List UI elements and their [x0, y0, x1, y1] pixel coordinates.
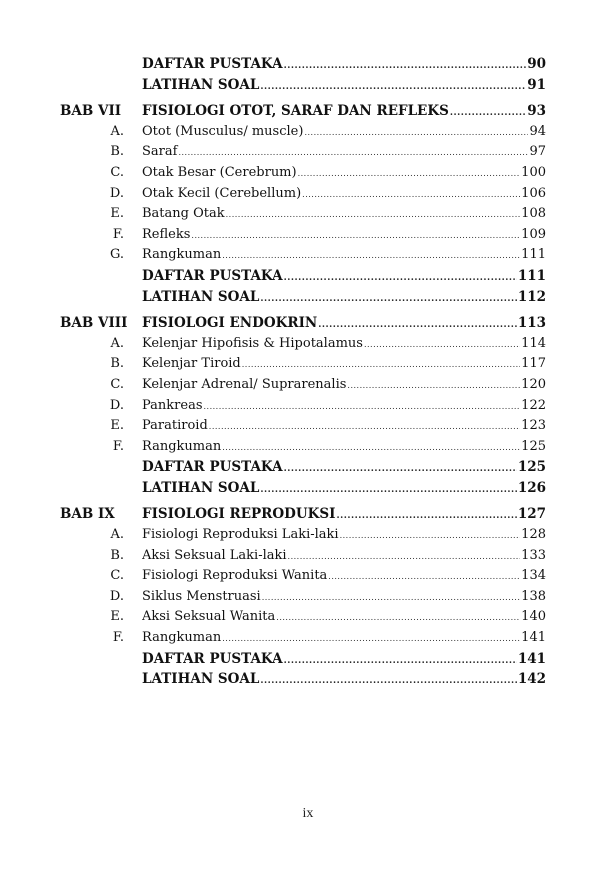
toc-entry	[142, 628, 546, 650]
entry-page-number: 141	[517, 650, 546, 667]
entry-page-number: 125	[517, 459, 546, 476]
dot-leader	[226, 205, 521, 226]
entry-page-number: 127	[517, 506, 546, 523]
toc-section-row[interactable]	[0, 184, 616, 205]
section-letter: B.	[110, 356, 124, 372]
dot-leader	[260, 671, 516, 692]
entry-page-number: 134	[521, 568, 546, 584]
entry-page-number: 114	[521, 335, 546, 351]
entry-title: Refleks	[142, 226, 191, 242]
entry-title: Kelenjar Adrenal/ Suprarenalis	[142, 376, 347, 392]
entry-page-number: 133	[521, 547, 546, 563]
table-of-contents	[0, 54, 616, 690]
toc-entry	[142, 334, 546, 356]
toc-entry	[142, 546, 546, 568]
toc-entry	[142, 396, 546, 418]
toc-entry	[142, 184, 546, 206]
entry-page-number: 111	[521, 247, 546, 263]
toc-section-row[interactable]	[0, 142, 616, 163]
section-letter: E.	[110, 609, 124, 625]
dot-leader	[276, 608, 520, 629]
entry-title: DAFTAR PUSTAKA	[142, 56, 283, 72]
entry-page-number: 112	[517, 288, 546, 305]
toc-heading-row[interactable]	[0, 75, 616, 96]
toc-section-row[interactable]	[0, 396, 616, 417]
section-letter: D.	[109, 185, 124, 201]
toc-entry	[142, 504, 546, 527]
entry-title: LATIHAN SOAL	[142, 76, 260, 93]
toc-entry	[142, 457, 546, 480]
entry-page-number: 100	[521, 164, 546, 180]
dot-leader	[260, 77, 526, 98]
section-letter: E.	[110, 418, 124, 434]
toc-section-row[interactable]	[0, 225, 616, 246]
toc-entry	[142, 245, 546, 267]
dot-leader	[191, 226, 520, 247]
entry-title: Otot (Musculus/ muscle)	[142, 123, 304, 139]
entry-page-number: 142	[517, 671, 546, 688]
entry-page-number: 120	[521, 376, 546, 392]
entry-title: LATIHAN SOAL	[142, 671, 260, 688]
entry-page-number: 123	[521, 418, 546, 434]
dot-leader	[242, 355, 520, 376]
dot-leader	[328, 567, 520, 588]
toc-entry	[142, 478, 546, 501]
entry-page-number: 141	[521, 630, 546, 646]
entry-page-number: 126	[517, 479, 546, 496]
dot-leader	[304, 123, 528, 144]
toc-entry	[142, 142, 546, 164]
toc-entry	[142, 375, 546, 397]
toc-section-row[interactable]	[0, 437, 616, 458]
chapter-label: BAB VIII	[60, 315, 128, 332]
dot-leader	[178, 143, 528, 164]
entry-page-number: 91	[527, 76, 546, 93]
toc-entry	[142, 163, 546, 185]
toc-heading-row[interactable]	[0, 266, 616, 287]
entry-title: Rangkuman	[142, 630, 222, 646]
toc-entry	[142, 669, 546, 692]
entry-page-number: 140	[521, 609, 546, 625]
toc-section-row[interactable]	[0, 546, 616, 567]
dot-leader	[347, 376, 520, 397]
section-letter: E.	[110, 206, 124, 222]
toc-section-row[interactable]	[0, 163, 616, 184]
entry-page-number: 108	[521, 206, 546, 222]
entry-title: Saraf	[142, 144, 178, 160]
dot-leader	[222, 629, 520, 650]
toc-section-row[interactable]	[0, 354, 616, 375]
toc-heading-row[interactable]	[0, 54, 616, 75]
dot-leader	[284, 56, 527, 77]
section-letter: A.	[110, 123, 124, 139]
entry-page-number: 128	[521, 527, 546, 543]
toc-entry	[142, 607, 546, 629]
entry-title: Aksi Seksual Laki-laki	[142, 547, 287, 563]
entry-page-number: 113	[517, 315, 546, 332]
toc-entry	[142, 204, 546, 226]
toc-chapter-row[interactable]	[0, 313, 616, 334]
toc-entry	[142, 566, 546, 588]
entry-title: LATIHAN SOAL	[142, 479, 260, 496]
section-letter: A.	[110, 527, 124, 543]
entry-title: Rangkuman	[142, 247, 222, 263]
dot-leader	[336, 506, 516, 527]
toc-section-row[interactable]	[0, 416, 616, 437]
entry-title: Pankreas	[142, 397, 203, 413]
entry-page-number: 90	[527, 56, 546, 72]
dot-leader	[209, 417, 520, 438]
section-letter: C.	[110, 164, 124, 180]
entry-title: Fisiologi Reproduksi Laki-laki	[142, 527, 339, 543]
entry-page-number: 109	[521, 226, 546, 242]
section-letter: D.	[109, 397, 124, 413]
entry-title: Paratiroid	[142, 418, 208, 434]
toc-heading-row[interactable]	[0, 649, 616, 670]
toc-entry	[142, 225, 546, 247]
toc-chapter-row[interactable]	[0, 101, 616, 122]
dot-leader	[364, 335, 520, 356]
dot-leader	[222, 438, 520, 459]
toc-section-row[interactable]	[0, 122, 616, 143]
dot-leader	[260, 480, 516, 501]
dot-leader	[284, 651, 517, 672]
entry-title: Kelenjar Tiroid	[142, 356, 241, 372]
entry-title: FISIOLOGI ENDOKRIN	[142, 315, 318, 332]
chapter-label: BAB VII	[60, 103, 122, 120]
section-letter: F.	[112, 438, 124, 454]
page-number: ix	[302, 806, 314, 821]
toc-section-row[interactable]	[0, 607, 616, 628]
section-letter: C.	[110, 568, 124, 584]
dot-leader	[284, 268, 517, 289]
section-letter: B.	[110, 144, 124, 160]
toc-heading-row[interactable]	[0, 669, 616, 690]
entry-title: Batang Otak	[142, 206, 225, 222]
toc-entry	[142, 649, 546, 672]
section-letter: F.	[112, 226, 124, 242]
section-letter: D.	[109, 588, 124, 604]
dot-leader	[222, 246, 520, 267]
dot-leader	[204, 397, 521, 418]
toc-entry	[142, 587, 546, 609]
toc-section-row[interactable]	[0, 245, 616, 266]
entry-title: DAFTAR PUSTAKA	[142, 459, 283, 476]
section-letter: C.	[110, 376, 124, 392]
entry-title: DAFTAR PUSTAKA	[142, 650, 283, 667]
toc-entry	[142, 525, 546, 547]
toc-section-row[interactable]	[0, 204, 616, 225]
section-letter: B.	[110, 547, 124, 563]
dot-leader	[340, 526, 521, 547]
toc-section-row[interactable]	[0, 525, 616, 546]
entry-page-number: 125	[521, 438, 546, 454]
dot-leader	[302, 185, 520, 206]
toc-entry	[142, 354, 546, 376]
entry-title: Otak Besar (Cerebrum)	[142, 164, 297, 180]
dot-leader	[284, 459, 517, 480]
entry-title: LATIHAN SOAL	[142, 288, 260, 305]
toc-heading-row[interactable]	[0, 457, 616, 478]
entry-title: Fisiologi Reproduksi Wanita	[142, 568, 328, 584]
entry-page-number: 93	[527, 103, 546, 120]
toc-section-row[interactable]	[0, 334, 616, 355]
toc-section-row[interactable]	[0, 566, 616, 587]
section-letter: F.	[112, 630, 124, 646]
toc-heading-row[interactable]	[0, 287, 616, 308]
toc-entry	[142, 122, 546, 144]
toc-entry	[142, 287, 546, 310]
toc-entry	[142, 101, 546, 124]
section-letter: A.	[110, 335, 124, 351]
toc-section-row[interactable]	[0, 375, 616, 396]
toc-entry	[142, 437, 546, 459]
entry-title: Siklus Menstruasi	[142, 588, 261, 604]
toc-heading-row[interactable]	[0, 478, 616, 499]
toc-entry	[142, 75, 546, 98]
toc-entry	[142, 416, 546, 438]
dot-leader	[262, 588, 520, 609]
toc-entry	[142, 266, 546, 289]
toc-section-row[interactable]	[0, 628, 616, 649]
entry-page-number: 97	[529, 144, 546, 160]
toc-entry	[142, 313, 546, 336]
chapter-label: BAB IX	[60, 506, 115, 523]
entry-page-number: 111	[517, 267, 546, 284]
entry-title: FISIOLOGI OTOT, SARAF DAN REFLEKS	[142, 103, 449, 120]
entry-title: Kelenjar Hipofisis & Hipotalamus	[142, 335, 363, 351]
dot-leader	[260, 289, 516, 310]
toc-section-row[interactable]	[0, 587, 616, 608]
section-letter: G.	[109, 247, 124, 263]
toc-chapter-row[interactable]	[0, 504, 616, 525]
dot-leader	[288, 547, 521, 568]
toc-entry	[142, 54, 546, 77]
entry-title: Aksi Seksual Wanita	[142, 609, 276, 625]
dot-leader	[450, 103, 526, 124]
entry-title: Rangkuman	[142, 438, 222, 454]
entry-page-number: 94	[529, 123, 546, 139]
dot-leader	[298, 164, 521, 185]
entry-page-number: 138	[521, 588, 546, 604]
entry-title: FISIOLOGI REPRODUKSI	[142, 506, 336, 523]
entry-title: DAFTAR PUSTAKA	[142, 267, 283, 284]
entry-title: Otak Kecil (Cerebellum)	[142, 185, 302, 201]
entry-page-number: 106	[521, 185, 546, 201]
entry-page-number: 122	[521, 397, 546, 413]
entry-page-number: 117	[521, 356, 546, 372]
dot-leader	[318, 315, 517, 336]
